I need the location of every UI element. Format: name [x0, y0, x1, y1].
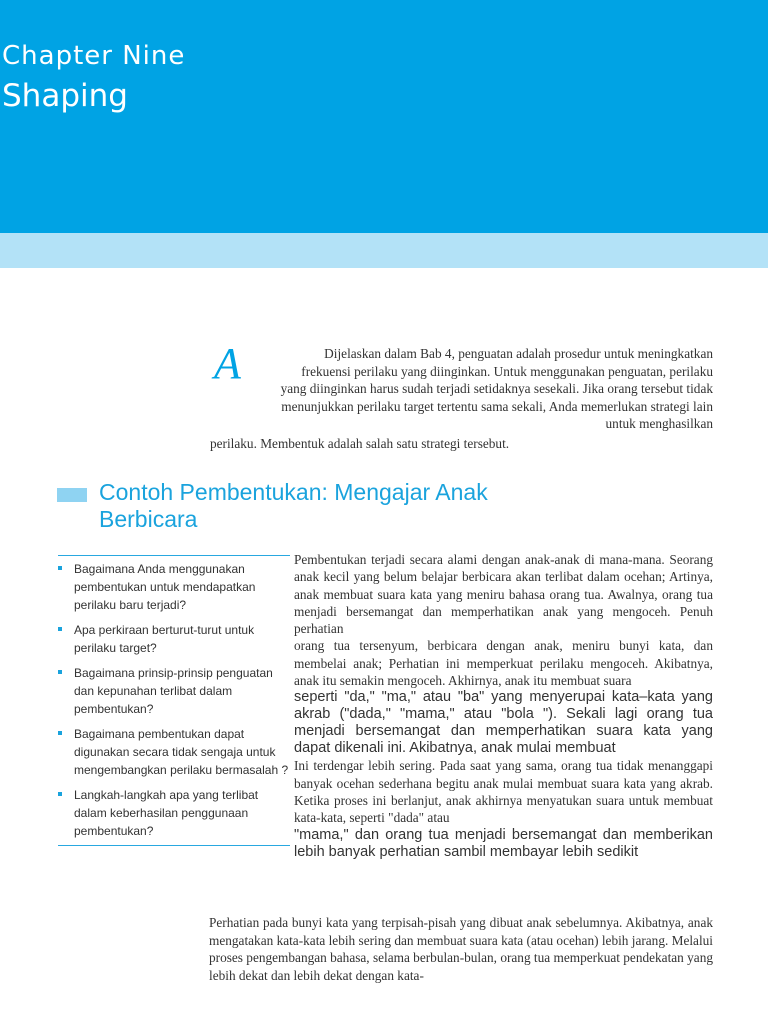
question-item	[58, 725, 290, 779]
body-paragraph: "mama," dan orang tua menjadi bersemangat dan memberikan lebih banyak perhatian sambil membayar lebih sedikit	[294, 826, 713, 860]
question-text: Apa perkiraan berturut-turut untuk perilaku target?	[74, 623, 255, 655]
body-text	[294, 551, 713, 861]
section-marker	[57, 488, 87, 502]
question-item	[58, 786, 290, 840]
question-text: Bagaimana Anda menggunakan pembentukan untuk mendapatkan perilaku baru terjadi?	[74, 562, 256, 612]
section-heading: Contoh Pembentukan: Mengajar Anak Berbicara	[99, 479, 488, 532]
intro-line: Dijelaskan dalam Bab 4, penguatan adalah prosedur untuk meningkatkan	[324, 346, 713, 361]
question-item	[58, 560, 290, 614]
body-paragraph: Pembentukan terjadi secara alami dengan anak-anak di mana-mana. Seorang anak kecil yang belum belajar berbicara akan terlibat dalam ocehan; Artinya, anak membuat suara kata yang meniru bahasa orang tua. Awalnya, orang tua menjadi bersemangat dan memperhatikan anak yang mengoceh. Penuh perhatian	[294, 552, 713, 637]
body-paragraph: orang tua tersenyum, berbicara dengan anak, meniru bunyi kata, dan membelai anak; Perhatian ini memperkuat perilaku mengoceh. Akibatnya, anak itu semakin mengoceh. Akhirnya, anak itu membuat suara	[294, 638, 713, 689]
bullet-icon	[58, 792, 62, 796]
body-paragraph-bottom: Perhatian pada bunyi kata yang terpisah-pisah yang dibuat anak sebelumnya. Akibatnya, anak mengatakan kata-kata lebih sering dan membuat suara kata (atau ocehan) lebih jarang. Melalui proses pengembangan bahasa, selama berbulan-bulan, orang tua memperkuat pendekatan yang lebih dekat dan lebih dekat dengan kata-	[209, 915, 713, 983]
question-text: Langkah-langkah apa yang terlibat dalam keberhasilan penggunaan pembentukan?	[74, 788, 259, 838]
question-item	[58, 621, 290, 657]
bullet-icon	[58, 627, 62, 631]
question-text: Bagaimana prinsip-prinsip penguatan dan kepunahan terlibat dalam pembentukan?	[74, 666, 273, 716]
chapter-banner-strip	[0, 233, 768, 268]
learning-questions	[58, 555, 290, 846]
intro-paragraph	[210, 345, 713, 453]
chapter-banner	[0, 0, 768, 233]
bullet-icon	[58, 566, 62, 570]
intro-line: menunjukkan perilaku target tertentu sama sekali, Anda memerlukan strategi lain	[281, 398, 713, 414]
intro-line: yang diinginkan harus sudah terjadi setidaknya sesekali. Jika orang tersebut tidak	[280, 381, 713, 397]
question-item	[58, 664, 290, 718]
bullet-icon	[58, 670, 62, 674]
question-text: Bagaimana pembentukan dapat digunakan secara tidak sengaja untuk mengembangkan perilaku bermasalah ?	[74, 727, 289, 777]
bullet-icon	[58, 731, 62, 735]
intro-dropcap: A	[214, 339, 241, 388]
body-paragraph: seperti "da," "ma," atau "ba" yang menyerupai kata–kata yang akrab ("dada," "mama," atau "bola "). Sekali lagi orang tua menjadi bersemangat dan memperhatikan suara kata yang dapat dikenali ini. Akibatnya, anak mulai membuat	[294, 689, 713, 757]
chapter-label: Chapter Nine	[2, 41, 186, 71]
intro-line: untuk menghasilkan	[605, 416, 713, 432]
body-paragraph: Ini terdengar lebih sering. Pada saat yang sama, orang tua tidak menanggapi banyak ocehan sederhana begitu anak mulai membuat suara kata yang akrab. Ketika proses ini berlanjut, anak akhirnya menyatukan suara untuk membuat kata-kata, seperti "dada" atau	[294, 758, 713, 826]
chapter-title: Shaping	[2, 78, 128, 114]
intro-line: frekuensi perilaku yang diinginkan. Untuk menggunakan penguatan, perilaku	[301, 363, 713, 379]
intro-line-last: perilaku. Membentuk adalah salah satu strategi tersebut.	[210, 435, 510, 451]
